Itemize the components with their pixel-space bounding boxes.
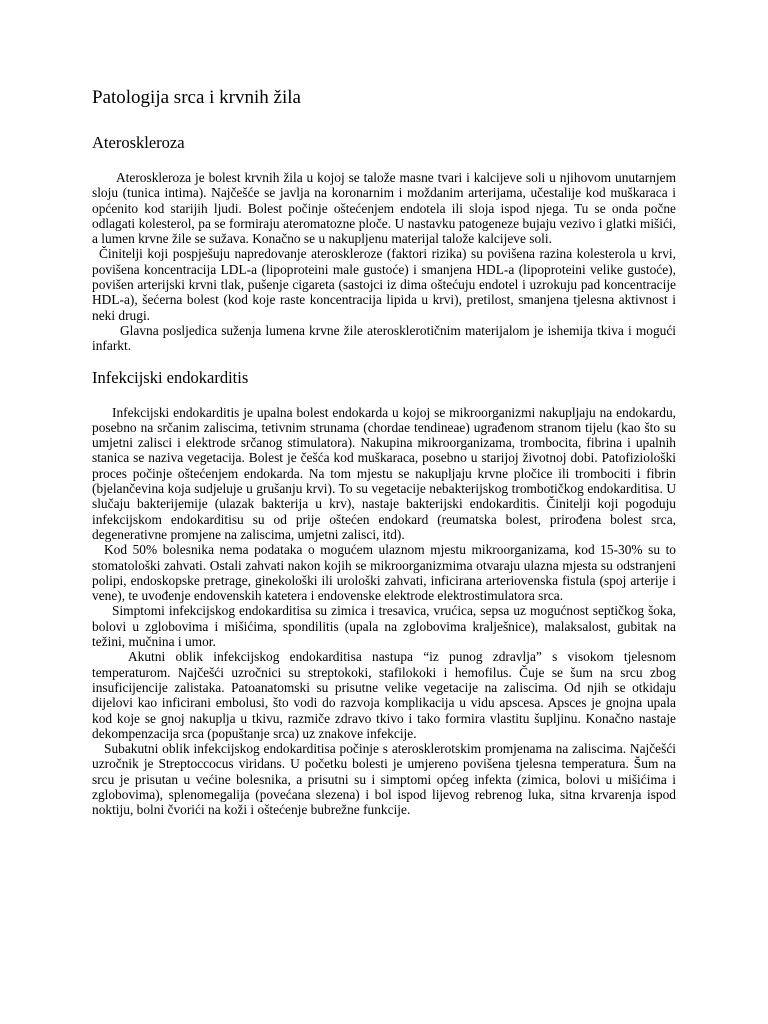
document-page <box>92 86 676 818</box>
paragraph: Ateroskleroza je bolest krvnih žila u kojoj se talože masne tvari i kalcijeve soli u njihovom unutarnjem sloju (tunica intima). Najčešće se javlja na koronarnim i moždanim arterijama, učestalije kod muškaraca i općenito kod starijih ljudi. Bolest počinje oštećenjem endotela ili sloja ispod njega. Tu se onda počne odlagati kolesterol, pa se formiraju ateromatozne ploče. U nastavku patogeneze bujaju vezivo i glatki mišići, a lumen krvne žile se sužava. Konačno se u nakupljenu materijal talože kalcijeve soli. <box>92 170 676 247</box>
section-heading: Infekcijski endokarditis <box>92 367 249 387</box>
paragraph: Infekcijski endokarditis je upalna bolest endokarda u kojoj se mikroorganizmi nakupljaju na endokardu, posebno na srčanim zaliscima, tetivnim strunama (chordae tendineae) ugrađenom stranom tijelu (kao što su umjetni zalisci i elektrode srčanog stimulatora). Nakupina mikroorganizama, trombocita, fibrina i upalnih stanica se naziva vegetacija. Bolest je češća kod muškaraca, posebno u starijoj životnoj dobi. Patofiziološki proces počinje oštećenjem endokarda. Na tom mjestu se nakupljaju krvne pločice ili trombociti i fibrin (bjelančevina koja sudjeluje u grušanju krvi). To su vegetacije nebakterijskog trombotičkog endokarditisa. U slučaju bakterijemije (ulazak bakterija u krv), nastaje bakterijski endokarditis. Činitelji koji pogoduju infekcijskom endokarditisu su od prije oštećen endokard (reumatska bolest, prirođena bolest srca, degenerativne promjene na zaliscima, umjetni zalisci, itd). <box>92 404 676 542</box>
document-title: Patologija srca i krvnih žila <box>92 87 301 108</box>
paragraph: Subakutni oblik infekcijskog endokarditisa počinje s aterosklerotskim promjenama na zaliscima. Najčešći uzročnik je Streptoccocus viridans. U početku bolesti je umjereno povišena tjelesna temperatura. Šum na srcu je prisutan u većine bolesnika, a prisutni su i simptomi općeg infekta (zimica, bolovi u mišićima i zglobovima), splenomegalija (povećana slezena) i bol ispod lijevog rebrenog luka, sitna krvarenja ispod noktiju, bolni čvorići na koži i oštećenje bubrežne funkcije. <box>92 741 676 818</box>
paragraph: Simptomi infekcijskog endokarditisa su zimica i tresavica, vrućica, sepsa uz mogućnost septičkog šoka, bolovi u zglobovima i mišićima, spondilitis (upala na zglobovima kralješnice), malaksalost, gubitak na težini, mučnina i umor. <box>92 603 676 650</box>
section-infekcijski-endokarditis <box>92 367 676 818</box>
paragraph: Glavna posljedica suženja lumena krvne žile aterosklerotičnim materijalom je ishemija tkiva i mogući infarkt. <box>92 322 676 354</box>
paragraph: Kod 50% bolesnika nema podataka o mogućem ulaznom mjestu mikroorganizama, kod 15-30% su to stomatološki zahvati. Ostali zahvati nakon kojih se mikroorganizmima otvaraju ulazna mjesta su odstranjeni polipi, endoskopske pretrage, ginekološki ili urološki zahvati, inficirana arteriovenska fistula (spoj arterije i vene), te uvođenje endovenskih katetera i endovenske elektrode elektrostimulatora srca. <box>92 542 676 604</box>
paragraph: Činitelji koji pospješuju napredovanje ateroskleroze (faktori rizika) su povišena razina kolesterola u krvi, povišena koncentracija LDL-a (lipoproteini male gustoće) i smanjena HDL-a (lipoproteini velike gustoće), povišen arterijski krvni tlak, pušenje cigareta (sastojci iz dima oštećuju endotel i uzrokuju pad koncentracije HDL-a), šećerna bolest (kod koje raste koncentracija lipida u krvi), pretilost, smanjena tjelesna aktivnost i neki drugi. <box>92 246 676 323</box>
paragraph: Akutni oblik infekcijskog endokarditisa nastupa “iz punog zdravlja” s visokom tjelesnom temperaturom. Najčešći uzročnici su streptokoki, stafilokoki i hemofilus. Čuje se šum na srcu zbog insuficijencije zalistaka. Patoanatomski su prisutne velike vegetacije na zaliscima. Od njih se otkidaju dijelovi kao inficirani embolusi, što vodi do razvoja komplikacija u vidu apscesa. Apsces je gnojna upala kod koje se gnoj nakuplja u tkivu, razmiče zdravo tkivo i tako formira vlastitu šupljinu. Konačno nastaje dekompenzacija srca (popuštanje srca) uz znakove infekcije. <box>92 649 676 741</box>
section-heading: Ateroskleroza <box>92 133 185 152</box>
section-ateroskleroza <box>92 132 676 354</box>
